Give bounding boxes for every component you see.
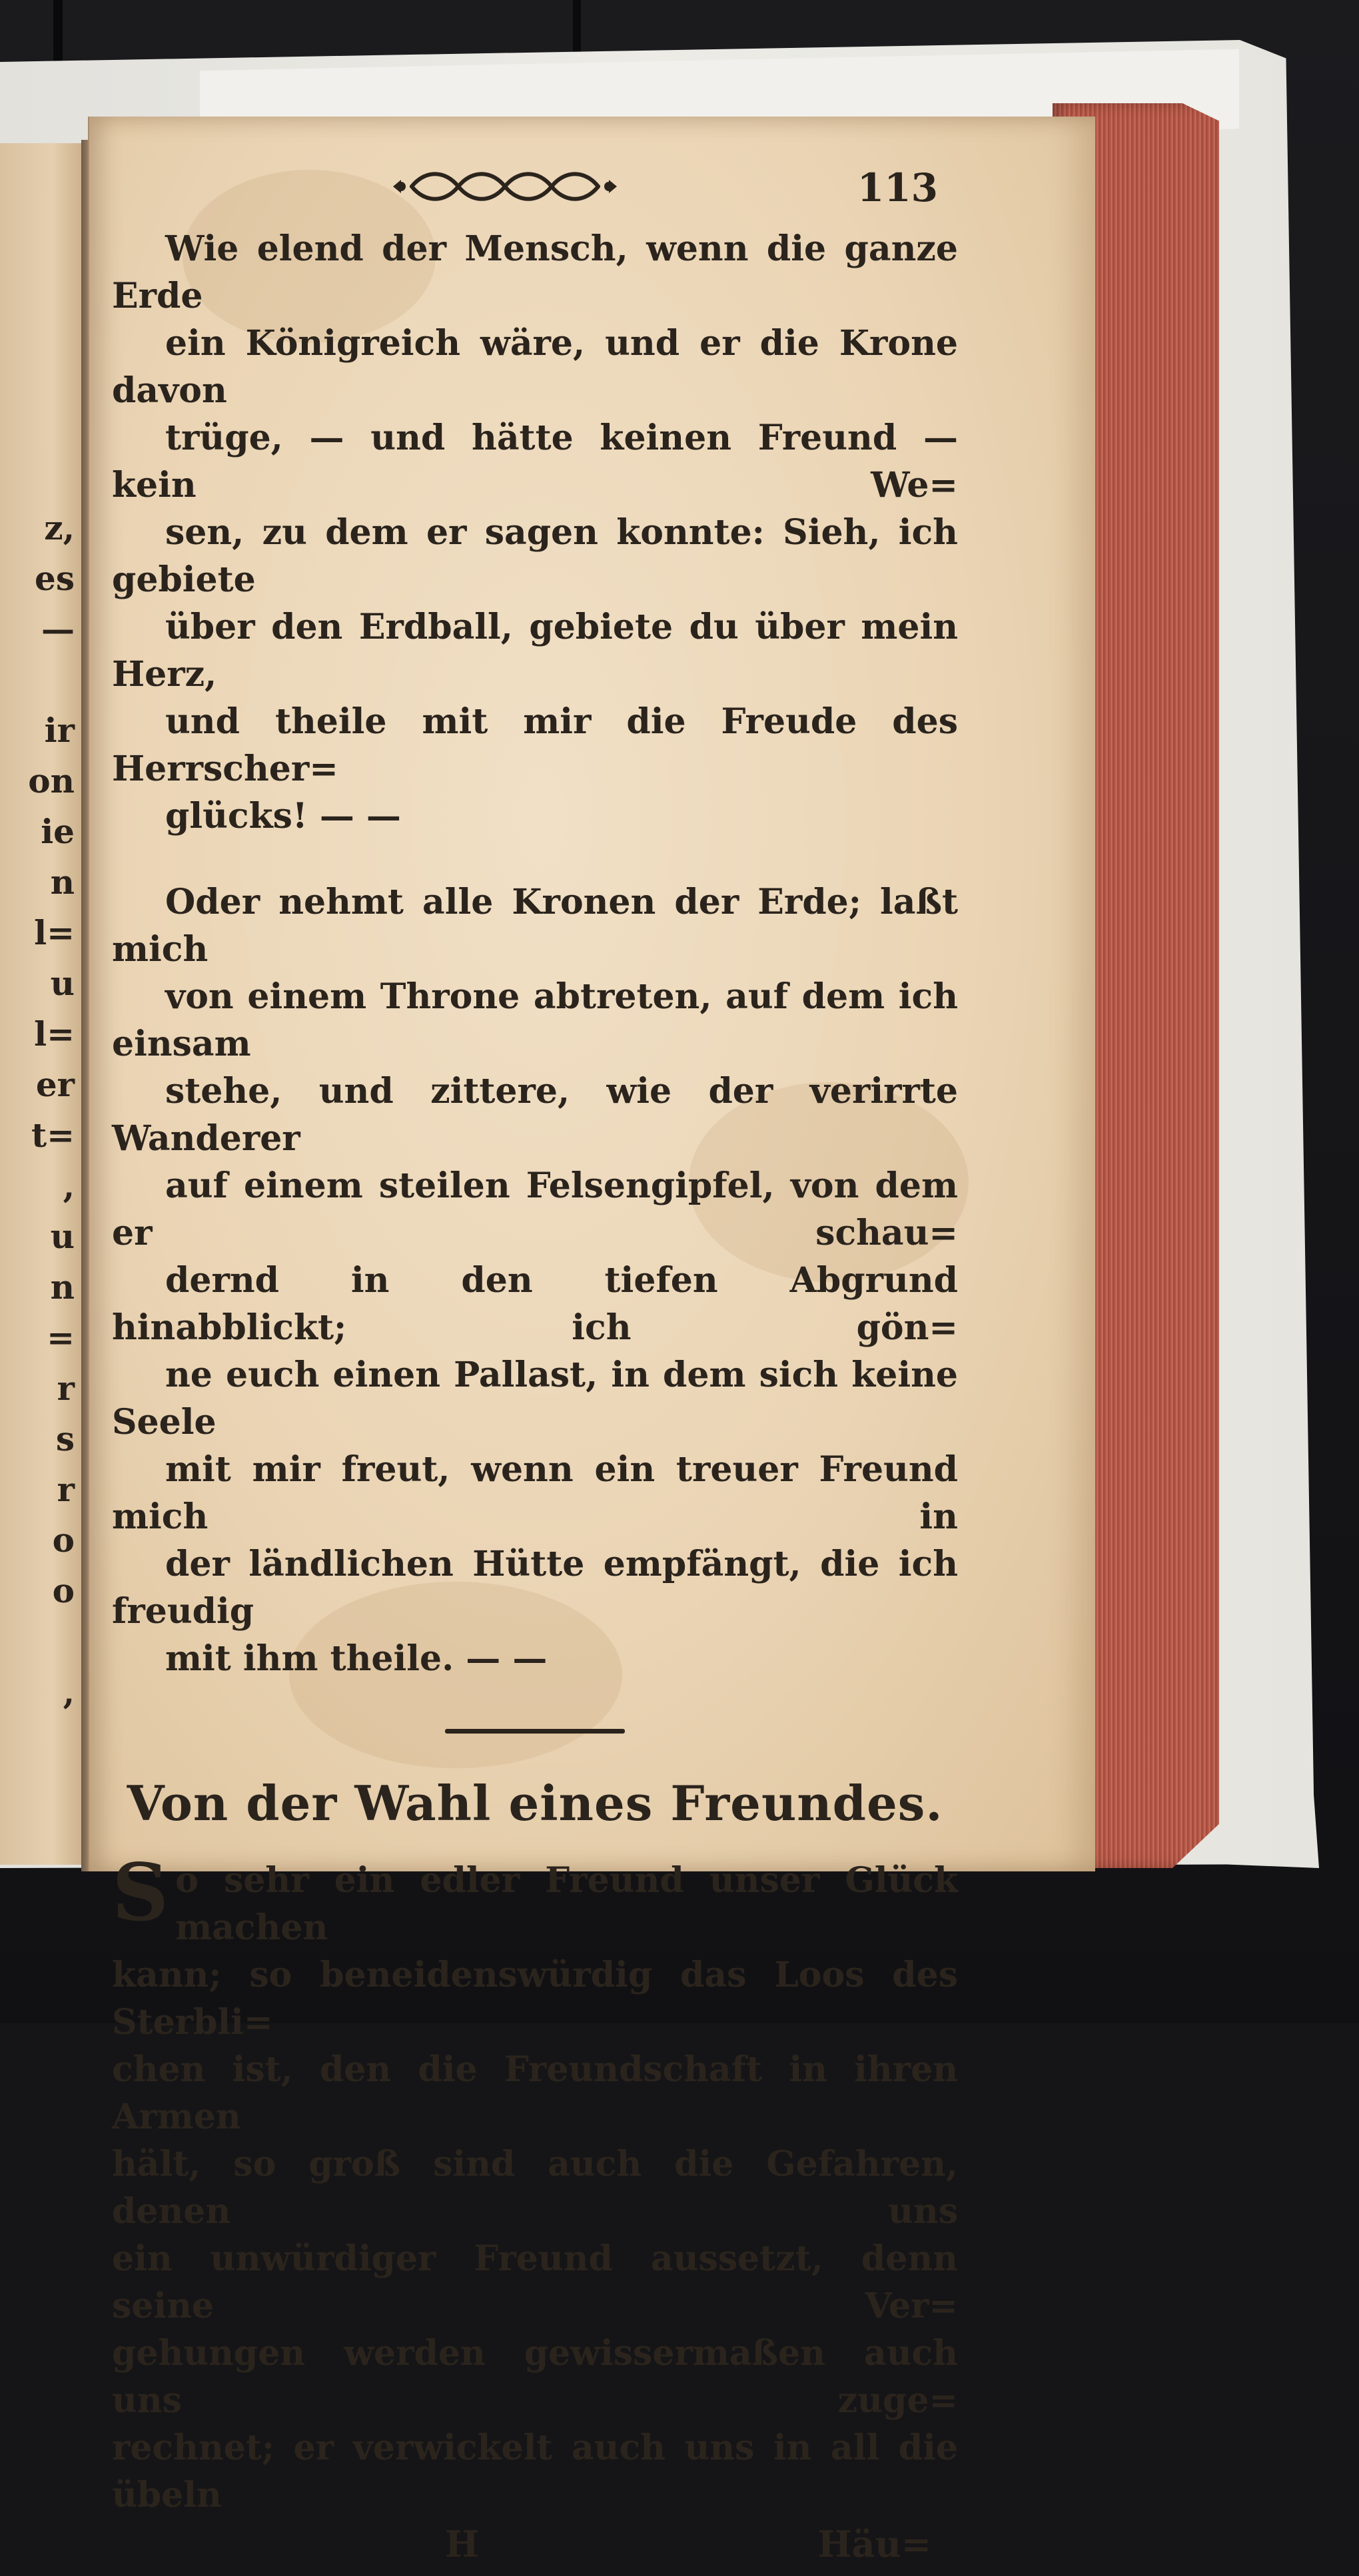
left-page-fragment: , <box>63 1672 75 1712</box>
text-line: ein Königreich wäre, und er die Krone davon <box>112 323 958 411</box>
text-line: der ländlichen Hütte empfängt, die ich freudig <box>112 1544 958 1632</box>
left-page-fragment: = <box>47 1318 75 1357</box>
ornament-vignette-icon <box>392 166 618 206</box>
text-line: ein unwürdiger Freund aussetzt, denn seine Ver= <box>112 2238 958 2326</box>
left-page-fragment: es <box>35 559 75 598</box>
background-divider <box>573 0 581 60</box>
page-footer <box>112 2523 958 2576</box>
drop-cap: S <box>112 1846 169 1939</box>
text-line: auf einem steilen Felsengipfel, von dem er schau= <box>112 1165 958 1253</box>
text-line: Wie elend der Mensch, wenn die ganze Erde <box>112 228 958 316</box>
left-page-text-fragments <box>0 503 79 1718</box>
text-line: von einem Throne abtreten, auf dem ich einsam <box>112 976 958 1064</box>
text-line: gehungen werden gewissermaßen auch uns zuge= <box>112 2333 958 2421</box>
catchword: Häu= <box>817 2523 931 2565</box>
left-page-fragment: l= <box>34 1014 75 1054</box>
text-line: hält, so groß sind auch die Gefahren, denen uns <box>112 2144 958 2232</box>
left-page-fragment: on <box>28 761 75 801</box>
left-facing-page <box>0 143 89 1865</box>
left-page-fragment <box>0 655 79 705</box>
left-page-fragment: t= <box>31 1116 75 1155</box>
left-page-fragment: n <box>50 862 75 902</box>
text-line: dernd in den tiefen Abgrund hinabblickt; ich gön= <box>112 1260 958 1348</box>
text-line: trüge, — und hätte keinen Freund — kein We= <box>112 418 958 505</box>
text-line: und theile mit mir die Freude des Herrscher= <box>112 701 958 789</box>
section-title: Von der Wahl eines Freundes. <box>127 1775 943 1831</box>
text-line: mit ihm theile. — — <box>165 1638 548 1679</box>
left-page-fragment: — <box>41 609 75 649</box>
paragraph <box>112 225 958 840</box>
signature-mark: H <box>445 2523 480 2565</box>
text-line: mit mir freut, wenn ein treuer Freund mich in <box>112 1449 958 1537</box>
section-divider-rule <box>445 1729 625 1734</box>
left-page-fragment: z, <box>44 508 75 547</box>
left-page-fragment: s <box>55 1419 75 1458</box>
left-page-fragment: r <box>57 1369 75 1408</box>
text-line: ne euch einen Pallast, in dem sich keine Seele <box>112 1355 958 1443</box>
paragraph <box>112 878 958 1682</box>
left-page-fragment: o <box>52 1520 75 1560</box>
page-header <box>112 166 958 220</box>
text-line: stehe, und zittere, wie der verirrte Wanderer <box>112 1071 958 1159</box>
left-page-fragment <box>0 1616 79 1667</box>
text-line: o sehr ein edler Freund unser Glück machen <box>175 1860 958 1948</box>
text-line: Oder nehmt alle Kronen der Erde; laßt mich <box>112 882 958 970</box>
page-number: 113 <box>857 165 938 210</box>
left-page-fragment: r <box>57 1470 75 1509</box>
text-line: chen ist, den die Freundschaft in ihren Armen <box>112 2049 958 2137</box>
text-line: über den Erdball, gebiete du über mein Herz, <box>112 607 958 695</box>
left-page-fragment: , <box>63 1166 75 1205</box>
left-page-fragment: er <box>35 1065 75 1104</box>
page-text <box>112 166 958 2576</box>
paragraph <box>112 1846 958 2519</box>
left-page-fragment: ir <box>44 711 75 750</box>
left-page-fragment: u <box>50 964 75 1003</box>
left-page-fragment: u <box>50 1217 75 1256</box>
left-page-fragment: ie <box>41 812 75 851</box>
text-line: sen, zu dem er sagen konnte: Sieh, ich gebiete <box>112 512 958 600</box>
left-page-fragment: o <box>52 1571 75 1610</box>
left-page-fragment: l= <box>34 913 75 952</box>
left-page-fragment: n <box>50 1267 75 1307</box>
text-line: kann; so beneidenswürdig das Loos des Sterbli= <box>112 1955 958 2043</box>
text-line: rechnet; er verwickelt auch uns in all die übeln <box>112 2427 958 2515</box>
text-line: glücks! — — <box>165 796 401 836</box>
